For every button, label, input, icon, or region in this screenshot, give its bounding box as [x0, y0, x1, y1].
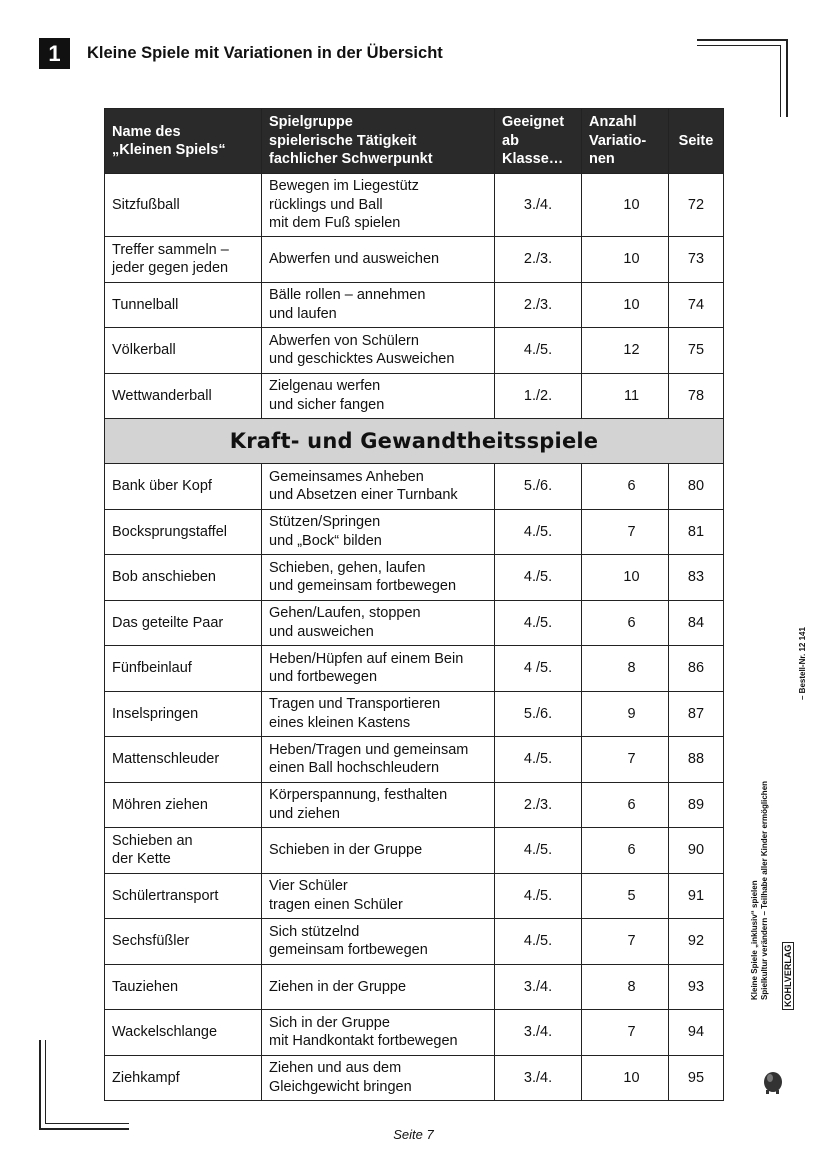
variation-count-cell: 7	[582, 1010, 669, 1056]
page-cell: 88	[669, 737, 724, 783]
table-row	[105, 964, 724, 1010]
page-cell: 75	[669, 328, 724, 374]
game-name-cell: Bocksprungstaffel	[105, 509, 262, 555]
game-name-cell: Mattenschleuder	[105, 737, 262, 783]
variation-count-cell: 12	[582, 328, 669, 374]
game-name-cell: Wackelschlange	[105, 1010, 262, 1056]
corner-ornament-top-right-inner	[697, 45, 781, 46]
table-row	[105, 282, 724, 328]
suitable-class-cell: 1./2.	[495, 373, 582, 419]
game-group-cell: Gemeinsames Anheben und Absetzen einer Turnbank	[262, 464, 495, 510]
page-cell: 84	[669, 600, 724, 646]
variation-count-cell: 11	[582, 373, 669, 419]
game-name-cell: Treffer sammeln – jeder gegen jeden	[105, 237, 262, 283]
suitable-class-cell: 4./5.	[495, 555, 582, 601]
page-cell: 94	[669, 1010, 724, 1056]
corner-ornament-top-right-vertical	[786, 39, 788, 117]
game-group-cell: Ziehen und aus dem Gleichgewicht bringen	[262, 1055, 495, 1101]
suitable-class-cell: 4./5.	[495, 328, 582, 374]
section-row	[105, 419, 724, 464]
suitable-class-cell: 3./4.	[495, 174, 582, 237]
variation-count-cell: 6	[582, 464, 669, 510]
page-cell: 73	[669, 237, 724, 283]
variation-count-cell: 6	[582, 782, 669, 828]
game-group-cell: Schieben, gehen, laufen und gemeinsam fortbewegen	[262, 555, 495, 601]
table-row	[105, 509, 724, 555]
table-row	[105, 464, 724, 510]
page-cell: 89	[669, 782, 724, 828]
table-body-before	[105, 174, 724, 419]
suitable-class-cell: 2./3.	[495, 782, 582, 828]
game-name-cell: Tauziehen	[105, 964, 262, 1010]
page-cell: 87	[669, 691, 724, 737]
corner-ornament-top-right-vertical-inner	[780, 45, 781, 117]
suitable-class-cell: 2./3.	[495, 237, 582, 283]
game-group-cell: Ziehen in der Gruppe	[262, 964, 495, 1010]
variation-count-cell: 10	[582, 237, 669, 283]
header-game-group: Spielgruppe spielerische Tätigkeit fachlicher Schwerpunkt	[262, 109, 495, 174]
game-group-cell: Abwerfen und ausweichen	[262, 237, 495, 283]
page-number-footer: Seite 7	[393, 1127, 434, 1142]
table-row	[105, 328, 724, 374]
suitable-class-cell: 4./5.	[495, 737, 582, 783]
game-name-cell: Inselspringen	[105, 691, 262, 737]
table-row	[105, 782, 724, 828]
header-suitable-class: Geeignet ab Klasse…	[495, 109, 582, 174]
page-cell: 90	[669, 828, 724, 874]
variation-count-cell: 6	[582, 828, 669, 874]
page-cell: 72	[669, 174, 724, 237]
table-row	[105, 828, 724, 874]
side-book-title-line2: Spielkultur verändern – Teilhabe aller Kinder ermöglichen	[760, 780, 769, 1000]
table-row	[105, 373, 724, 419]
variation-count-cell: 8	[582, 964, 669, 1010]
game-name-cell: Ziehkampf	[105, 1055, 262, 1101]
suitable-class-cell: 5./6.	[495, 691, 582, 737]
table-row	[105, 919, 724, 965]
game-name-cell: Schülertransport	[105, 873, 262, 919]
table-body-after	[105, 464, 724, 1101]
suitable-class-cell: 4./5.	[495, 919, 582, 965]
table-row	[105, 600, 724, 646]
suitable-class-cell: 5./6.	[495, 464, 582, 510]
publisher-mark-icon	[762, 1068, 784, 1094]
game-group-cell: Schieben in der Gruppe	[262, 828, 495, 874]
suitable-class-cell: 4./5.	[495, 873, 582, 919]
game-group-cell: Vier Schüler tragen einen Schüler	[262, 873, 495, 919]
suitable-class-cell: 4./5.	[495, 509, 582, 555]
header-variation-count: Anzahl Variatio- nen	[582, 109, 669, 174]
side-order-number: – Bestell-Nr. 12 141	[798, 627, 807, 700]
page-cell: 86	[669, 646, 724, 692]
corner-ornament-top-right	[697, 39, 787, 41]
page-cell: 83	[669, 555, 724, 601]
table-row	[105, 174, 724, 237]
game-name-cell: Fünfbeinlauf	[105, 646, 262, 692]
table-row	[105, 737, 724, 783]
table-row	[105, 691, 724, 737]
variation-count-cell: 7	[582, 737, 669, 783]
page-cell: 74	[669, 282, 724, 328]
chapter-number-badge: 1	[39, 38, 70, 69]
publisher-logo: KOHLVERLAG	[782, 942, 794, 1010]
suitable-class-cell: 2./3.	[495, 282, 582, 328]
game-name-cell: Schieben an der Kette	[105, 828, 262, 874]
side-book-title-line1: Kleine Spiele „inklusiv“ spielen	[750, 880, 759, 1000]
page-cell: 92	[669, 919, 724, 965]
game-name-cell: Bob anschieben	[105, 555, 262, 601]
game-group-cell: Heben/Tragen und gemeinsam einen Ball hochschleudern	[262, 737, 495, 783]
page-cell: 80	[669, 464, 724, 510]
suitable-class-cell: 4./5.	[495, 600, 582, 646]
games-overview-table	[104, 108, 724, 1101]
game-group-cell: Abwerfen von Schülern und geschicktes Ausweichen	[262, 328, 495, 374]
table-row	[105, 873, 724, 919]
variation-count-cell: 10	[582, 555, 669, 601]
variation-count-cell: 5	[582, 873, 669, 919]
game-name-cell: Sechsfüßler	[105, 919, 262, 965]
game-group-cell: Körperspannung, festhalten und ziehen	[262, 782, 495, 828]
page-title: Kleine Spiele mit Variationen in der Übersicht	[87, 44, 443, 62]
variation-count-cell: 7	[582, 919, 669, 965]
header-page: Seite	[669, 109, 724, 174]
game-name-cell: Möhren ziehen	[105, 782, 262, 828]
section-title: Kraft- und Gewandtheitsspiele	[105, 419, 724, 464]
page-cell: 91	[669, 873, 724, 919]
corner-ornament-bottom-left-inner	[45, 1040, 46, 1124]
variation-count-cell: 10	[582, 1055, 669, 1101]
variation-count-cell: 9	[582, 691, 669, 737]
game-group-cell: Sich stützelnd gemeinsam fortbewegen	[262, 919, 495, 965]
table-row	[105, 237, 724, 283]
suitable-class-cell: 4 /5.	[495, 646, 582, 692]
variation-count-cell: 7	[582, 509, 669, 555]
variation-count-cell: 8	[582, 646, 669, 692]
table-row	[105, 555, 724, 601]
variation-count-cell: 6	[582, 600, 669, 646]
game-name-cell: Völkerball	[105, 328, 262, 374]
game-name-cell: Tunnelball	[105, 282, 262, 328]
page-cell: 95	[669, 1055, 724, 1101]
game-group-cell: Sich in der Gruppe mit Handkontakt fortbewegen	[262, 1010, 495, 1056]
suitable-class-cell: 3./4.	[495, 964, 582, 1010]
suitable-class-cell: 4./5.	[495, 828, 582, 874]
game-name-cell: Wettwanderball	[105, 373, 262, 419]
page-cell: 78	[669, 373, 724, 419]
game-name-cell: Sitzfußball	[105, 174, 262, 237]
game-group-cell: Tragen und Transportieren eines kleinen Kastens	[262, 691, 495, 737]
game-name-cell: Bank über Kopf	[105, 464, 262, 510]
variation-count-cell: 10	[582, 174, 669, 237]
game-group-cell: Bewegen im Liegestütz rücklings und Ball mit dem Fuß spielen	[262, 174, 495, 237]
game-name-cell: Das geteilte Paar	[105, 600, 262, 646]
corner-ornament-bottom-left-horizontal-inner	[45, 1123, 129, 1124]
page-cell: 81	[669, 509, 724, 555]
game-group-cell: Bälle rollen – annehmen und laufen	[262, 282, 495, 328]
table-header-row	[105, 109, 724, 174]
table-row	[105, 1010, 724, 1056]
table-row	[105, 646, 724, 692]
variation-count-cell: 10	[582, 282, 669, 328]
header-game-name: Name des „Kleinen Spiels“	[105, 109, 262, 174]
suitable-class-cell: 3./4.	[495, 1010, 582, 1056]
game-group-cell: Stützen/Springen und „Bock“ bilden	[262, 509, 495, 555]
corner-ornament-bottom-left	[39, 1040, 41, 1130]
suitable-class-cell: 3./4.	[495, 1055, 582, 1101]
page-cell: 93	[669, 964, 724, 1010]
game-group-cell: Zielgenau werfen und sicher fangen	[262, 373, 495, 419]
table-row	[105, 1055, 724, 1101]
side-book-title	[750, 781, 770, 1000]
game-group-cell: Heben/Hüpfen auf einem Bein und fortbewegen	[262, 646, 495, 692]
game-group-cell: Gehen/Laufen, stoppen und ausweichen	[262, 600, 495, 646]
